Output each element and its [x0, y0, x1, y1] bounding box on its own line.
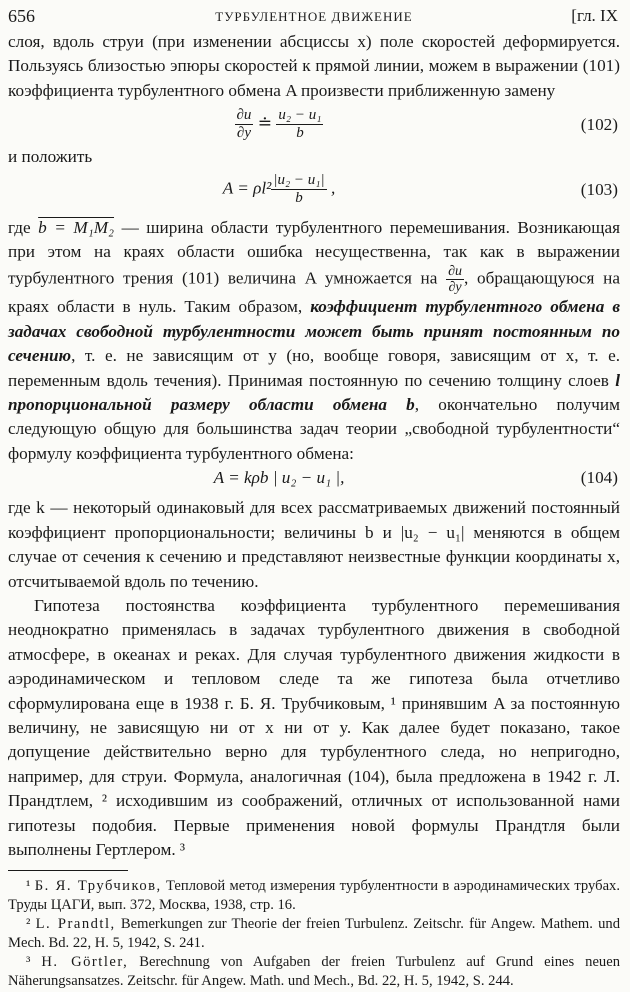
- running-title: ТУРБУЛЕНТНОЕ ДВИЖЕНИЕ: [215, 9, 413, 24]
- eq102-number: (102): [580, 115, 618, 135]
- equation-102: $\frac{\partial u}{\partial y}$ ≐ $\frac{\text{u₂ − u₁}}{b}$ (102): [236, 107, 618, 142]
- emphasis-constant-coefficient: коэффициент турбулентного обмена в задачах свободной турбулентности может быть принят постоянным по сечению: [8, 297, 620, 366]
- page-number: 656: [8, 6, 35, 26]
- eq104-number: (104): [580, 468, 618, 488]
- inline-derivative: $\frac{\partial u}{\partial y}$: [448, 264, 462, 296]
- chapter-label: [гл. IX: [571, 6, 618, 25]
- eq102-lhs: $\frac{\partial u}{\partial y}$: [236, 107, 252, 142]
- footnote-1: ¹ Б. Я. Трубчиков, Тепловой метод измерения турбулентности в аэродинамических трубах. Труды ЦАГИ, вып. 372, Москва, 1938, стр. 16.: [8, 878, 620, 914]
- paragraph-2: где b = M₁M₂ — ширина области турбулентного перемешивания. Возникающая при этом на краях области ошибка несущественна, так как в выражении турбулентного трения (101) величина A умножается на $\frac{\partial u}{\partial y}$ , обращающуюся на краях области в нуль. Таким образом, коэффициент турбулентного обмена в задачах свободной турбулентности может быть принят постоянным по сечению, т. е. не зависящим от y (но, вообще говоря, зависящим от x, т. е. переменным вдоль течения). Принимая постоянную по сечению толщину слоев l пропорциональной размеру области обмена b, окончательно получим следующую общую для большинства задач теории „свободной турбулентности“ формулу коэффициента турбулентного обмена:: [8, 217, 621, 463]
- paragraph-4: Гипотеза постоянства коэффициента турбулентного перемешивания неоднократно применялась в задачах турбулентного движения в свободной атмосфере, в океанах и реках. Для случая турбулентного движения жидкости в аэродинамическом и тепловом следе та же гипотеза была отчетливо сформулирована еще в 1938 г. Б. Я. Трубчиковым, ¹ принявшим A за постоянную величину, не зависящую ни от x ни от y. Как далее будет показано, такое допущение действительно верно для турбулентного следа, но непригодно, например, для струи. Формула, аналогичная (104), была предложена в 1942 г. Л. Прандтлем, ² исходившим из соображений, отличных от использованной нами гипотезы подобия. Первые применения новой формулы Прандтля были выполнены Гертлером. ³: [8, 595, 620, 859]
- footnote-rule: [8, 870, 128, 871]
- running-header: [8, 6, 620, 30]
- and-put-text: и положить: [8, 147, 93, 167]
- equation-104: A = kρb | u₂ − u₁ |, (104): [213, 468, 618, 488]
- emphasis-proportional-thickness: l пропорциональной размеру области обмена b: [8, 370, 620, 415]
- eq103-number: (103): [580, 179, 618, 199]
- footnote-3: ³ H. Görtler, Berechnung von Aufgaben der freien Turbulenz auf Grund eines neuen Näherungsansatzes. Zeitschr. für Angew. Math. und Mech., Bd. 22, H. 5, 1942, S. 244.: [8, 954, 620, 990]
- eq102-rhs: $\frac{\text{u₂ − u₁}}{b}$: [278, 107, 322, 142]
- footnote-2: ² L. Prandtl, Bemerkungen zur Theorie der freien Turbulenz. Zeitschr. für Angew. Mathem. und Mech. Bd. 22, H. 5, 1942, S. 241.: [8, 916, 620, 952]
- paragraph-1: слоя, вдоль струи (при изменении абсциссы x) поле скоростей деформируется. Пользуясь близостью эпюры скоростей к прямой линии, можем в выражении (101) коэффициента турбулентного обмена A произвести приближенную замену: [8, 32, 620, 100]
- eq103-fraction: $\frac{\text{|u₂ − u₁|}}{b}$: [273, 171, 325, 206]
- book-page: [8, 6, 620, 991]
- footnotes: [8, 877, 620, 991]
- segment-b: b = M₁M₂: [38, 217, 115, 237]
- equation-103: A = ρl² $\frac{\text{|u₂ − u₁|}}{b}$ , (103): [222, 171, 618, 206]
- paragraph-3: где k — некоторый одинаковый для всех рассматриваемых движений постоянный коэффициент пропорциональности; величины b и |u₂ − u₁| меняются в общем случае от сечения к сечению и представляют неизвестные функции координаты x, отсчитываемой вдоль по течению.: [8, 498, 620, 591]
